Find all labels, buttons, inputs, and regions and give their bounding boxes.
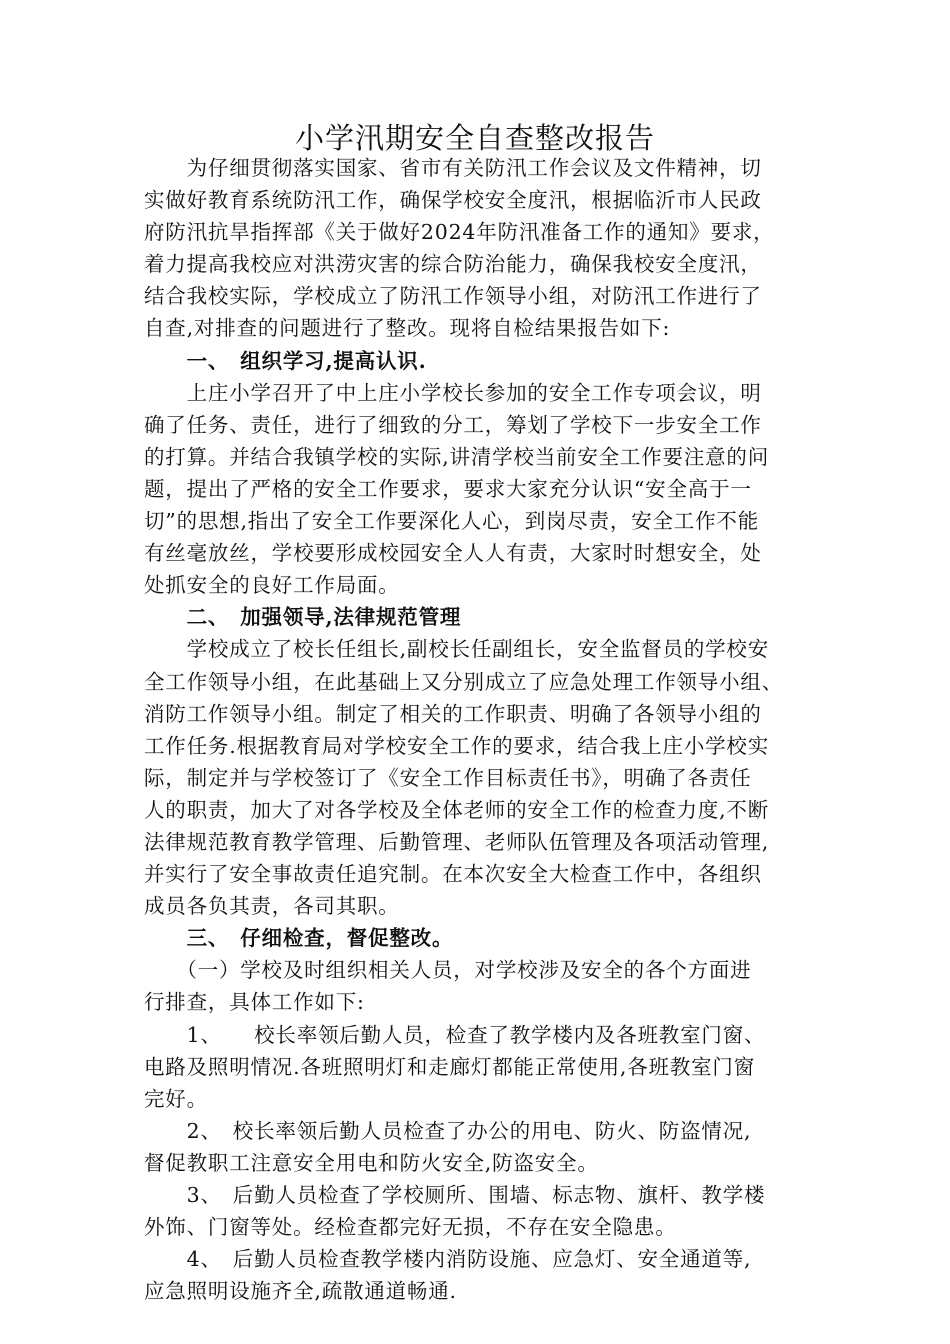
paragraph-line: 外饰、门窗等处。经检查都完好无损，不存在安全隐患。 (144, 1215, 677, 1240)
section-heading: 三、 仔细检查，督促整改。 (144, 926, 454, 951)
paragraph-line: 3、 后勤人员检查了学校厕所、围墙、标志物、旗杆、教学楼 (144, 1183, 766, 1207)
paragraph-line: （一）学校及时组织相关人员，对学校涉及安全的各个方面进 (144, 958, 752, 983)
paragraph-line: 切”的思想,指出了安全工作要深化人心，到岗尽责，安全工作不能 (144, 509, 759, 534)
paragraph-line: 题，提出了严格的安全工作要求，要求大家充分认识“安全高于一 (144, 476, 752, 501)
paragraph-line: 府防汛抗旱指挥部《关于做好2024年防汛准备工作的通知》要求， (144, 220, 775, 245)
paragraph-line: 完好。 (144, 1086, 208, 1111)
paragraph-line: 结合我校实际，学校成立了防汛工作领导小组，对防汛工作进行了 (144, 284, 762, 309)
paragraph-line: 消防工作领导小组。制定了相关的工作职责、明确了各领导小组的 (144, 701, 762, 726)
paragraph-line: 1、 校长率领后勤人员，检查了教学楼内及各班教室门窗、 (144, 1022, 766, 1047)
paragraph-line: 全工作领导小组，在此基础上又分别成立了应急处理工作领导小组、 (144, 669, 783, 694)
paragraph-line: 2、 校长率领后勤人员检查了办公的用电、防火、防盗情况, (144, 1118, 752, 1143)
paragraph-line: 4、 后勤人员检查教学楼内消防设施、应急灯、安全通道等, (144, 1247, 752, 1272)
paragraph-line: 工作任务.根据教育局对学校安全工作的要求，结合我上庄小学校实 (144, 733, 770, 758)
paragraph-line: 际，制定并与学校签订了《安全工作目标责任书》，明确了各责任 (144, 765, 752, 790)
paragraph-line: 并实行了安全事故责任追究制。在本次安全大检查工作中，各组织 (144, 862, 762, 887)
paragraph-line: 确了任务、责任，进行了细致的分工，筹划了学校下一步安全工作 (144, 412, 762, 437)
paragraph-line: 实做好教育系统防汛工作，确保学校安全度汛，根据临沂市人民政 (144, 188, 762, 213)
paragraph-line: 的打算。并结合我镇学校的实际,讲清学校当前安全工作要注意的问 (144, 444, 770, 469)
document-body (144, 152, 804, 1307)
paragraph-line: 成员各负其责，各司其职。 (144, 894, 400, 919)
paragraph-line: 处抓安全的良好工作局面。 (144, 573, 400, 598)
paragraph-line: 电路及照明情况.各班照明灯和走廊灯都能正常使用,各班教室门窗 (144, 1054, 756, 1079)
document-title: 小学汛期安全自查整改报告 (294, 121, 655, 155)
paragraph-line: 应急照明设施齐全,疏散通道畅通. (144, 1279, 457, 1304)
paragraph-line: 着力提高我校应对洪涝灾害的综合防治能力，确保我校安全度汛， (144, 252, 762, 277)
section-heading: 一、 组织学习,提高认识. (144, 348, 427, 373)
paragraph-line: 人的职责，加大了对各学校及全体老师的安全工作的检查力度,不断 (144, 797, 770, 822)
paragraph-line: 学校成立了校长任组长,副校长任副组长，安全监督员的学校安 (144, 637, 770, 662)
paragraph-line: 行排查，具体工作如下: (144, 990, 365, 1015)
paragraph-line: 法律规范教育教学管理、后勤管理、老师队伍管理及各项活动管理, (144, 829, 770, 854)
section-heading: 二、 加强领导,法律规范管理 (144, 605, 462, 630)
paragraph-line: 有丝毫放丝，学校要形成校园安全人人有责，大家时时想安全，处 (144, 541, 762, 566)
paragraph-line: 督促教职工注意安全用电和防火安全,防盗安全。 (144, 1150, 599, 1175)
paragraph-line: 为仔细贯彻落实国家、省市有关防汛工作会议及文件精神，切 (144, 156, 762, 180)
paragraph-line: 上庄小学召开了中上庄小学校长参加的安全工作专项会议，明 (144, 380, 762, 405)
paragraph-line: 自查,对排查的问题进行了整改。现将自检结果报告如下: (144, 316, 671, 341)
